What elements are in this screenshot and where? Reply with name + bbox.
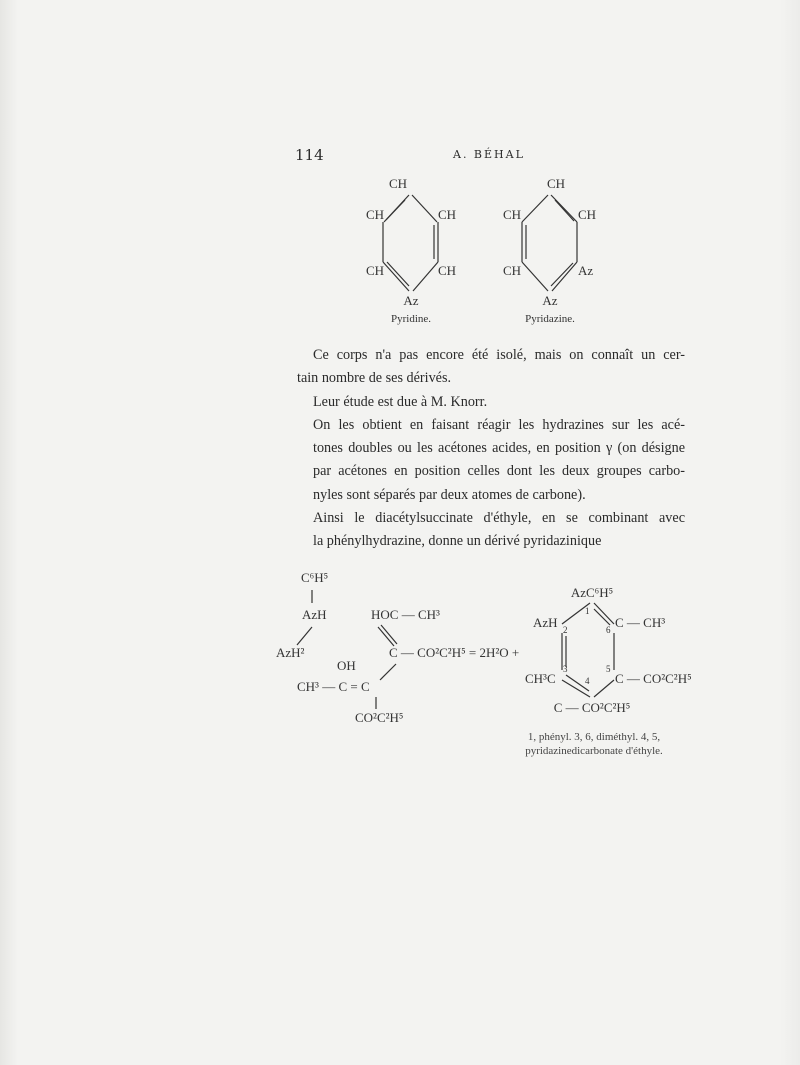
pyridazine-caption: Pyridazine. xyxy=(525,313,575,325)
pyridine-structure xyxy=(366,176,456,325)
text-line: la phénylhydrazine, donne un dérivé pyridazinique xyxy=(313,533,602,550)
body-text xyxy=(297,344,685,554)
oh-group: OH xyxy=(337,658,356,673)
pyridine-atom-top: CH xyxy=(388,176,408,191)
product-caption xyxy=(479,730,709,758)
c-ester-equation: C — CO²C²H⁵ = 2H²O + xyxy=(389,645,520,660)
paragraph-3 xyxy=(297,414,685,507)
pyridazine-atom-top: CH xyxy=(546,176,566,191)
text-line: tain nombre de ses dérivés. xyxy=(297,370,452,387)
lower-ester-group: CO²C²H⁵ xyxy=(355,710,404,725)
pyridine-atom-lower-left: CH xyxy=(366,263,385,278)
text-line: tones doubles ou les acétones acides, en position γ (on désigne xyxy=(313,440,685,457)
pyridine-atom-bottom: Az xyxy=(403,293,419,308)
running-head: A. BÉHAL xyxy=(453,148,525,161)
pyridazine-atom-upper-left: CH xyxy=(503,207,522,222)
pyridine-caption: Pyridine. xyxy=(390,313,432,325)
pyridine-atom-upper-right: CH xyxy=(438,207,457,222)
paragraph-4 xyxy=(297,507,685,554)
product-c-ester: C — CO²C²H⁵ xyxy=(615,671,692,686)
text-line: On les obtient en faisant réagir les hydrazines sur les acé- xyxy=(313,416,685,433)
product-c-ch3: C — CH³ xyxy=(615,615,666,630)
reaction-product xyxy=(525,585,692,715)
pyridine-atom-upper-left: CH xyxy=(366,207,385,222)
ring-position-6: 6 xyxy=(606,625,611,635)
pyridazine-atom-lower-right: Az xyxy=(578,263,594,278)
reaction-reactants xyxy=(276,570,519,725)
product-ch3c: CH³C xyxy=(525,671,556,686)
pyridazine-structure xyxy=(503,176,596,325)
caption-line: pyridazinedicarbonate d'éthyle. xyxy=(525,745,663,757)
product-azc6h5: AzC⁶H⁵ xyxy=(570,585,614,600)
ring-position-3: 3 xyxy=(563,664,568,674)
pyridine-atom-lower-right: CH xyxy=(438,263,457,278)
pyridazine-atom-bottom: Az xyxy=(542,293,558,308)
text-line: Ce corps n'a pas encore été isolé, mais on connaît un cer- xyxy=(313,347,685,363)
caption-line: 1, phényl. 3, 6, diméthyl. 4, 5, xyxy=(527,731,661,743)
hoc-ch3-group: HOC — CH³ xyxy=(371,607,440,622)
text-line: Leur étude est due à M. Knorr. xyxy=(313,393,488,410)
ring-position-2: 2 xyxy=(563,625,568,635)
text-line: par acétones en position celles dont les deux groupes carbo- xyxy=(313,463,685,480)
text-line: Ainsi le diacétylsuccinate d'éthyle, en se combinant avec xyxy=(313,510,685,527)
azh2-group: AzH² xyxy=(276,645,305,660)
pyridazine-atom-lower-left: CH xyxy=(503,263,522,278)
product-bottom-ester: C — CO²C²H⁵ xyxy=(553,700,631,715)
paragraph-1 xyxy=(297,344,685,391)
paragraph-2 xyxy=(297,391,685,414)
ring-position-4: 4 xyxy=(585,676,590,686)
pyridazine-atom-upper-right: CH xyxy=(578,207,597,222)
azh-group: AzH xyxy=(302,607,327,622)
phenyl-group: C⁶H⁵ xyxy=(301,570,329,585)
ch3-c-double-c: CH³ — C = C xyxy=(297,679,370,694)
product-azh: AzH xyxy=(533,615,558,630)
page-number: 114 xyxy=(295,146,324,164)
ring-position-1: 1 xyxy=(585,606,590,616)
ring-position-5: 5 xyxy=(606,664,611,674)
text-line: nyles sont séparés par deux atomes de carbone). xyxy=(313,486,586,503)
